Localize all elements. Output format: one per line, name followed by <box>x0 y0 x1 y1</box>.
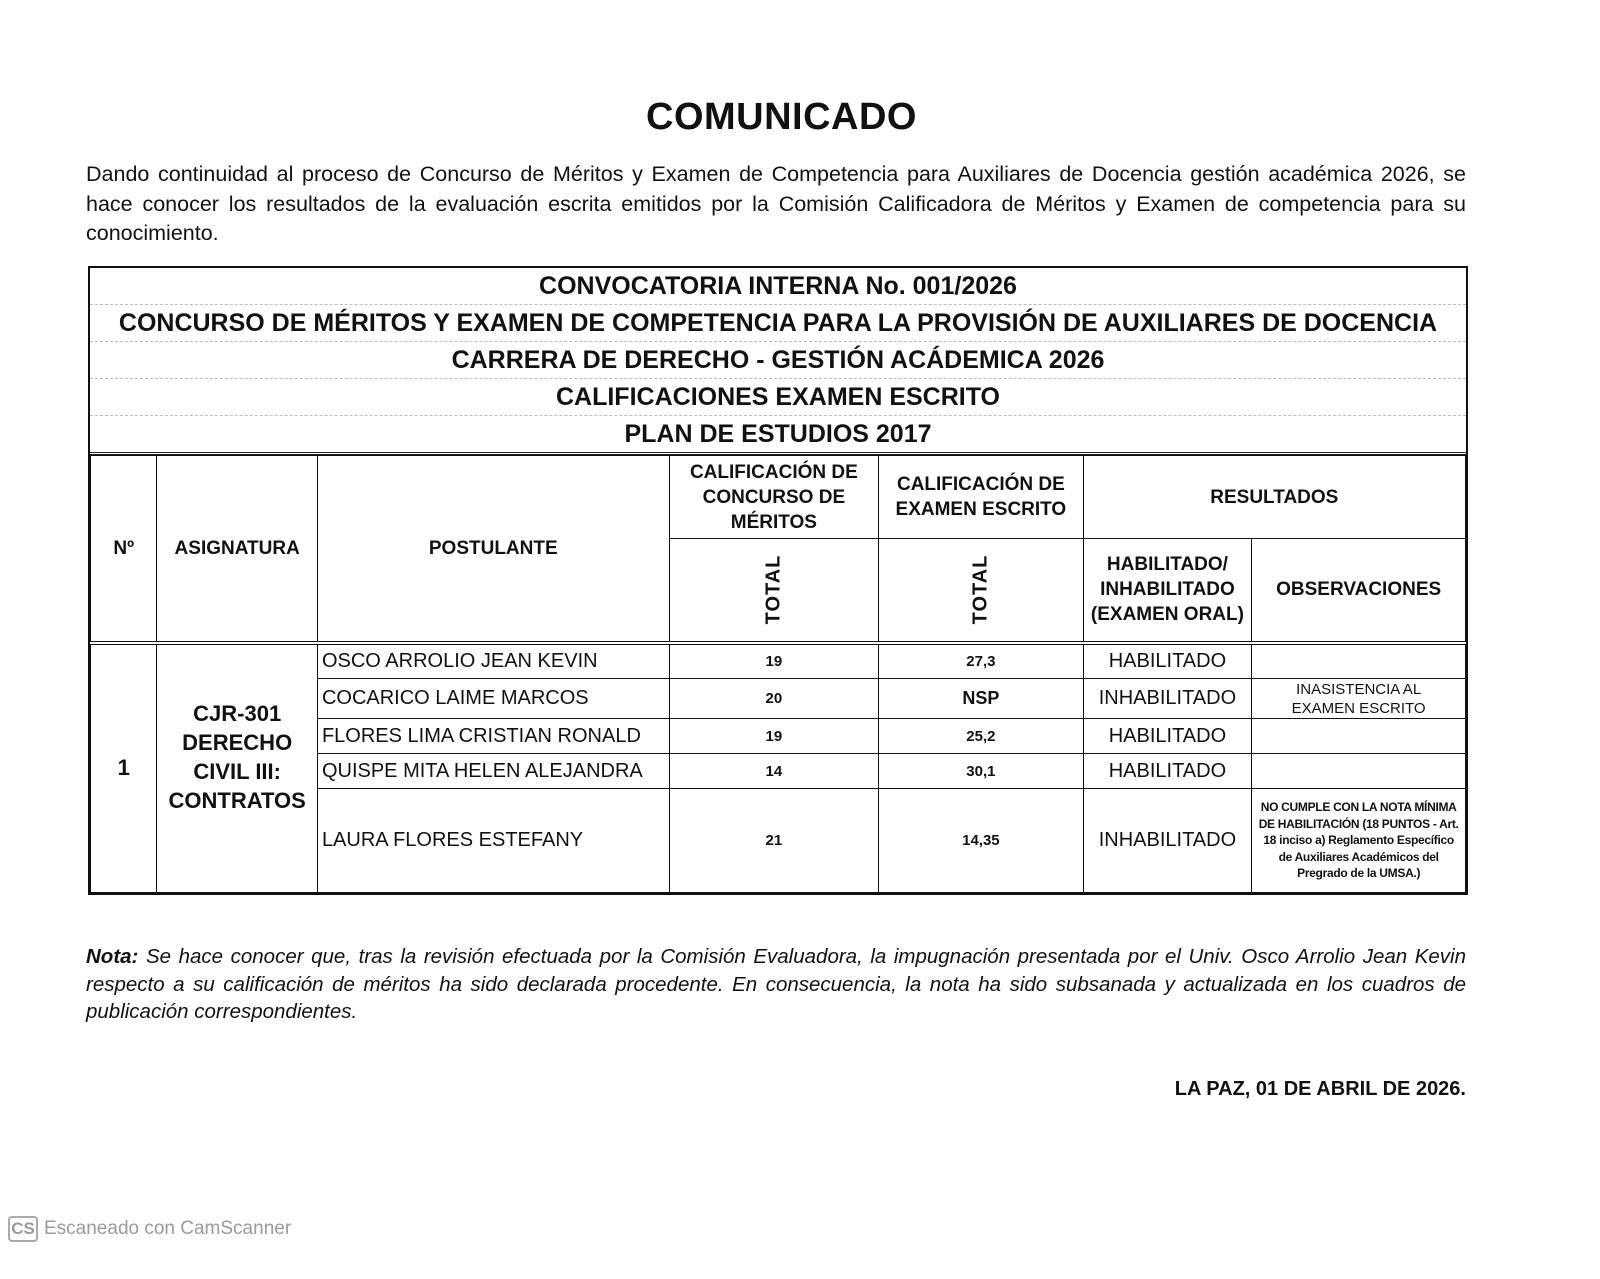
written-score: 25,2 <box>879 719 1083 754</box>
applicant-name: QUISPE MITA HELEN ALEJANDRA <box>317 754 669 789</box>
intro-paragraph: Dando continuidad al proceso de Concurso de Méritos y Examen de Competencia para Auxiliares de Docencia gestión académica 2026, se hace conocer los resultados de la evaluación escrita emitidos por la Comisión Calificadora de Méritos y Examen de competencia para su conocimiento. <box>86 162 1466 245</box>
banner-convocatoria: CONVOCATORIA INTERNA No. 001/2026 <box>90 268 1466 305</box>
merits-score: 19 <box>669 643 879 679</box>
note-paragraph <box>86 943 1466 1026</box>
status-badge: HABILITADO <box>1083 719 1252 754</box>
observation <box>1252 719 1466 754</box>
observation: NO CUMPLE CON LA NOTA MÍNIMA DE HABILITACIÓN (18 PUNTOS - Art. 18 inciso a) Reglamento Específico de Auxiliares Académicos del Pregrado de la UMSA.) <box>1252 789 1466 893</box>
written-score: 27,3 <box>879 643 1083 679</box>
observation <box>1252 754 1466 789</box>
written-score: 30,1 <box>879 754 1083 789</box>
document-title: COMUNICADO <box>646 96 917 138</box>
table-banner <box>90 268 1466 455</box>
applicant-name: OSCO ARROLIO JEAN KEVIN <box>317 643 669 679</box>
header-merits-total: TOTAL <box>669 539 879 643</box>
note-label: Nota: <box>86 945 139 968</box>
status-badge: HABILITADO <box>1083 754 1252 789</box>
watermark-text: Escaneado con CamScanner <box>44 1218 292 1239</box>
written-score: 14,35 <box>879 789 1083 893</box>
status-badge: INHABILITADO <box>1083 789 1252 893</box>
header-observations: OBSERVACIONES <box>1252 539 1466 643</box>
merits-score: 19 <box>669 719 879 754</box>
camscanner-watermark <box>8 1216 291 1242</box>
merits-score: 20 <box>669 679 879 719</box>
header-merits: CALIFICACIÓN DE CONCURSO DE MÉRITOS <box>669 456 879 539</box>
banner-concurso: CONCURSO DE MÉRITOS Y EXAMEN DE COMPETENCIA PARA LA PROVISIÓN DE AUXILIARES DE DOCENCIA <box>90 305 1466 342</box>
merits-score: 21 <box>669 789 879 893</box>
merits-score: 14 <box>669 754 879 789</box>
results-table <box>88 266 1468 895</box>
group-number: 1 <box>91 643 157 893</box>
written-score: NSP <box>879 679 1083 719</box>
header-status: HABILITADO/ INHABILITADO (EXAMEN ORAL) <box>1083 539 1252 643</box>
applicant-name: LAURA FLORES ESTEFANY <box>317 789 669 893</box>
header-applicant: POSTULANTE <box>317 456 669 643</box>
observation: INASISTENCIA AL EXAMEN ESCRITO <box>1252 679 1466 719</box>
banner-plan: PLAN DE ESTUDIOS 2017 <box>90 416 1466 455</box>
applicant-name: FLORES LIMA CRISTIAN RONALD <box>317 719 669 754</box>
observation <box>1252 643 1466 679</box>
note-text: Se hace conocer que, tras la revisión efectuada por la Comisión Evaluadora, la impugnación presentada por el Univ. Osco Arrolio Jean Kevin respecto a su calificación de méritos ha sido declarada procedente. En consecuencia, la nota ha sido subsanada y actualizada en los cuadros de publicación correspondientes. <box>86 945 1466 1023</box>
status-badge: HABILITADO <box>1083 643 1252 679</box>
header-num: Nº <box>91 456 157 643</box>
banner-carrera: CARRERA DE DERECHO - GESTIÓN ACÁDEMICA 2026 <box>90 342 1466 379</box>
grades-grid <box>90 455 1466 893</box>
group-subject: CJR-301 DERECHO CIVIL III: CONTRATOS <box>157 643 318 893</box>
camscanner-logo-icon: CS <box>8 1216 38 1242</box>
header-written-total: TOTAL <box>879 539 1083 643</box>
table-row <box>91 643 1466 679</box>
status-badge: INHABILITADO <box>1083 679 1252 719</box>
banner-calificaciones: CALIFICACIONES EXAMEN ESCRITO <box>90 379 1466 416</box>
header-written: CALIFICACIÓN DE EXAMEN ESCRITO <box>879 456 1083 539</box>
header-results: RESULTADOS <box>1083 456 1465 539</box>
header-subject: ASIGNATURA <box>157 456 318 643</box>
document-date: LA PAZ, 01 DE ABRIL DE 2026. <box>1174 1078 1466 1100</box>
applicant-name: COCARICO LAIME MARCOS <box>317 679 669 719</box>
